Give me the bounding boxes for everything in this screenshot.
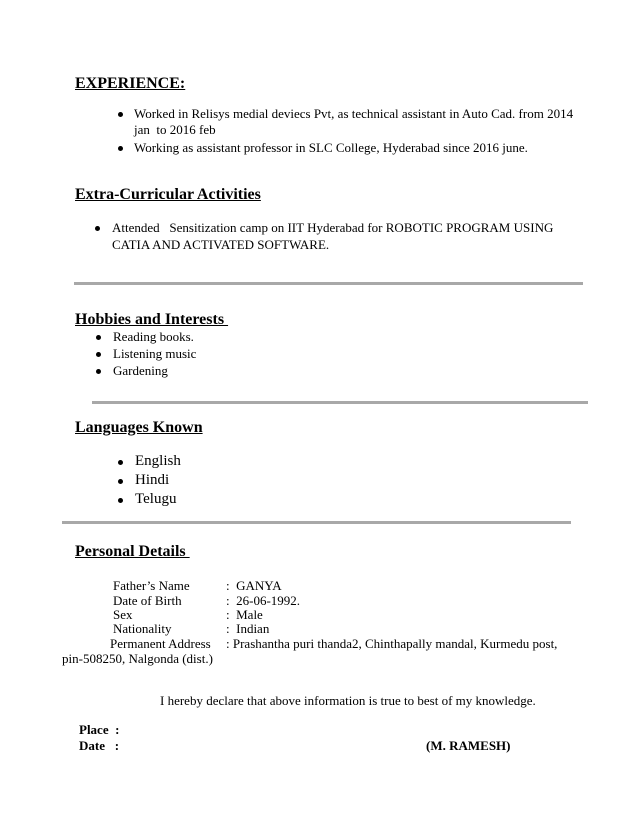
hobbies-heading: Hobbies and Interests [75, 311, 229, 328]
hobby-label: Listening music [113, 346, 197, 361]
declaration-text: I hereby declare that above information is true to best of my knowledge. [160, 693, 536, 708]
section-divider [74, 282, 583, 285]
experience-heading: EXPERIENCE: [75, 75, 186, 92]
bullet-icon [96, 335, 101, 340]
extracurricular-item-line2: CATIA AND ACTIVATED SOFTWARE. [112, 237, 330, 252]
experience-item-1-line2: jan to 2016 feb [134, 122, 216, 137]
bullet-icon [118, 146, 123, 151]
bullet-icon [96, 369, 101, 374]
bullet-icon [118, 498, 123, 503]
extracurricular-heading: Extra-Curricular Activities [75, 186, 261, 203]
nationality-label: Nationality [113, 621, 172, 636]
experience-item-2: Working as assistant professor in SLC College, Hyderabad since 2016 june. [134, 140, 528, 155]
fathers-name-label: Father’s Name [113, 578, 190, 593]
bullet-icon [95, 226, 100, 231]
bullet-icon [118, 460, 123, 465]
bullet-icon [96, 352, 101, 357]
languages-heading: Languages Known [75, 419, 203, 436]
hobby-label: Gardening [113, 363, 168, 378]
bullet-icon [118, 112, 123, 117]
date-label: Date : [79, 738, 120, 753]
language-label: Hindi [135, 472, 170, 488]
experience-item-1-line1: Worked in Relisys medial deviecs Pvt, as technical assistant in Auto Cad. from 2014 [134, 106, 574, 121]
dob-value: : 26-06-1992. [226, 593, 301, 608]
sex-value: : Male [226, 607, 263, 622]
nationality-value: : Indian [226, 621, 270, 636]
hobby-label: Reading books. [113, 329, 194, 344]
fathers-name-value: : GANYA [226, 578, 282, 593]
dob-label: Date of Birth [113, 593, 182, 608]
sex-label: Sex [113, 607, 133, 622]
section-divider [62, 521, 571, 524]
place-label: Place : [79, 722, 120, 737]
signature-name: (M. RAMESH) [426, 738, 511, 753]
bullet-icon [118, 479, 123, 484]
section-divider [92, 401, 588, 404]
language-label: English [135, 453, 181, 469]
address-label: Permanent Address [110, 636, 211, 651]
extracurricular-item-line1: Attended Sensitization camp on IIT Hyderabad for ROBOTIC PROGRAM USING [112, 220, 554, 235]
address-value: : Prashantha puri thanda2, Chinthapally mandal, Kurmedu post, [226, 636, 558, 651]
language-label: Telugu [135, 491, 177, 507]
address-line2: pin-508250, Nalgonda (dist.) [62, 651, 213, 666]
personal-details-heading: Personal Details [75, 543, 190, 560]
